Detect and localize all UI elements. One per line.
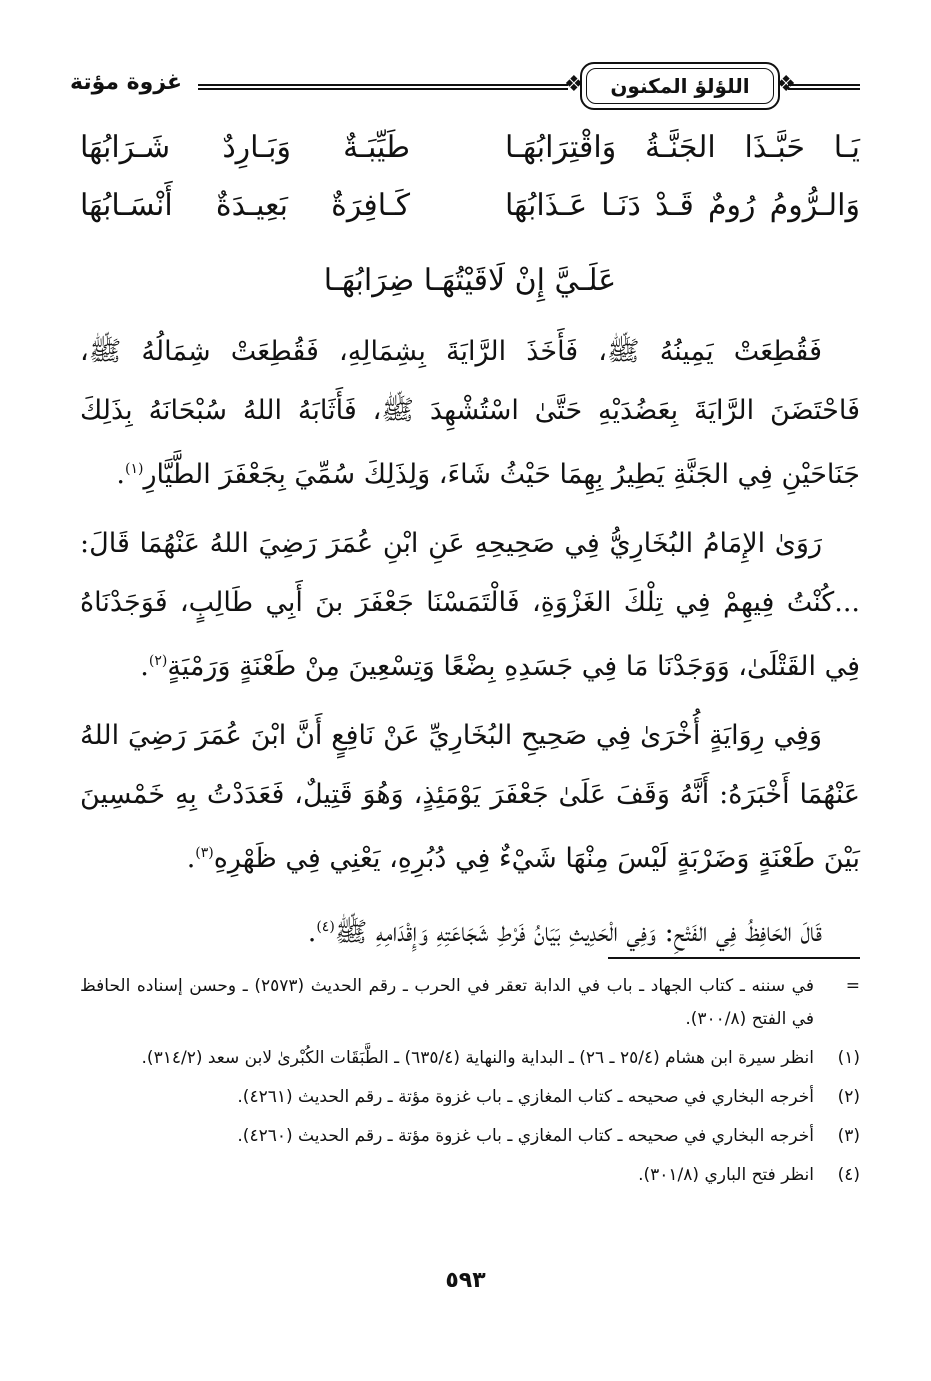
footnote-mark: (١) <box>837 1048 860 1068</box>
footnote-text: انظر سيرة ابن هشام (٢٥/٤ ـ ٢٦) ـ البداية والنهاية (٦٣٥/٤) ـ الطَّبَقَات الكُبْرىٰ لابن سعد (٣١٤/٢). <box>141 1048 814 1068</box>
footnote-mark: (٤) <box>837 1165 860 1185</box>
footnote-ref: (٣) <box>195 845 214 861</box>
paragraph-end: . <box>116 459 125 490</box>
footnote <box>80 1042 860 1075</box>
paragraph-end: . <box>186 843 196 874</box>
footnote-text: أخرجه البخاري في صحيحه ـ كتاب المغازي ـ باب غزوة مؤتة ـ رقم الحديث (٤٢٦٠). <box>237 1126 814 1146</box>
paragraph <box>80 322 860 504</box>
header-rule-left <box>198 84 568 90</box>
chapter-title: غزوة مؤتة <box>70 70 183 95</box>
paragraph-text: فَقُطِعَتْ يَمِينُهُ ﷺ، فَأَخَذَ الرَّايَةَ بِشِمَالِهِ، فَقُطِعَتْ شِمَالُهُ ﷺ، فَاحْتَضَنَ الرَّايَةَ بِعَضُدَيْهِ حَتَّىٰ اسْتُشْهِدَ ﷺ، فَأَثَابَهُ اللهُ سُبْحَانَهُ بِذَلِكَ جَنَاحَيْنِ فِي الجَنَّةِ يَطِيرُ بِهِمَا حَيْثُ شَاءَ، وَلِذَلِكَ سُمِّيَ بِجَعْفَرَ الطَّيَّارِ <box>80 336 860 490</box>
paragraph-text: قَالَ الحَافِظُ فِي الفَتْحِ: وَفِي الْحَدِيثِ بَيَانُ فَرْطِ شَجَاعَتِهِ وَإِقْدَامِهِ ﷺ <box>334 917 822 948</box>
paragraph-text: رَوَىٰ الإِمَامُ البُخَارِيُّ فِي صَحِيحِهِ عَنِ ابْنِ عُمَرَ رَضِيَ اللهُ عَنْهُمَا قَالَ: ...كُنْتُ فِيهِمْ فِي تِلْكَ الغَزْوَةِ، فَالْتَمَسْنَا جَعْفَرَ بنَ أَبِي طَالِبٍ، فَوَجَدْنَاهُ فِي القَتْلَىٰ، وَوَجَدْنَا مَا فِي جَسَدِهِ بِضْعًا وَتِسْعِينَ مِنْ طَعْنَةٍ وَرَمْيَةٍ <box>80 528 860 682</box>
paragraph <box>80 514 860 696</box>
poem-hemistich: يَـا حَبَّـذَا الجَنَّـةُ وَاقْتِرَابُهَـا <box>505 130 860 165</box>
footnote-mark: (٣) <box>837 1126 860 1146</box>
main-text <box>80 322 860 972</box>
poem-verse <box>80 188 860 246</box>
footnote-ref: (٤) <box>316 919 335 935</box>
paragraph <box>80 706 860 888</box>
footnote <box>80 1120 860 1153</box>
paragraph-end: . <box>140 651 149 682</box>
ornament-right-icon: ❖ <box>776 72 796 97</box>
page-number: ٥٩٣ <box>445 1268 486 1293</box>
footnotes <box>80 970 860 1198</box>
footnote <box>80 1159 860 1192</box>
footnote <box>80 1081 860 1114</box>
poem-hemistich: وَالـرُّومُ رُومٌ قَـدْ دَنَـا عَـذَابُهَا <box>505 188 860 223</box>
page-header <box>70 62 860 114</box>
ornament-left-icon: ❖ <box>564 72 584 97</box>
poem-verse-center: عَلَـيَّ إِنْ لَاقَيْتُهَـا ضِرَابُهَـا <box>323 263 617 298</box>
poem-hemistich: طَيِّبَـةٌ وَبَـارِدٌ شَـرَابُهَا <box>80 130 410 165</box>
header-rule-right <box>788 84 860 90</box>
paragraph-end: . <box>307 917 317 948</box>
footnote-ref: (٢) <box>148 653 168 669</box>
footnote-text: انظر فتح الباري (٣٠١/٨). <box>638 1165 814 1185</box>
footnote-text: أخرجه البخاري في صحيحه ـ كتاب المغازي ـ باب غزوة مؤتة ـ رقم الحديث (٤٢٦١). <box>237 1087 814 1107</box>
paragraph-text: وَفِي رِوَايَةٍ أُخْرَىٰ فِي صَحِيحِ البُخَارِيِّ عَنْ نَافِعٍ أَنَّ ابْنَ عُمَرَ رَضِيَ اللهُ عَنْهُمَا أَخْبَرَهُ: أَنَّهُ وَقَفَ عَلَىٰ جَعْفَرَ يَوْمَئِذٍ، وَهُوَ قَتِيلٌ، فَعَدَدْتُ بِهِ خَمْسِينَ بَيْنَ طَعْنَةٍ وَضَرْبَةٍ لَيْسَ مِنْهَا شَيْءٌ فِي دُبُرِهِ، يَعْنِي فِي ظَهْرِهِ <box>80 720 860 874</box>
footnote-text: في سننه ـ كتاب الجهاد ـ باب في الدابة تعقر في الحرب ـ رقم الحديث (٢٥٧٣) ـ وحسن إسناده الحافظ في الفتح (٣٠٠/٨). <box>80 976 814 1029</box>
paragraph <box>80 898 860 962</box>
footnote-mark: (٢) <box>837 1087 860 1107</box>
book-title: اللؤلؤ المكنون <box>610 74 750 98</box>
poem-hemistich: كَـافِرَةٌ بَعِيـدَةٌ أَنْسَـابُهَا <box>80 188 410 223</box>
poem-verse <box>80 130 860 188</box>
book-title-frame <box>564 62 796 110</box>
footnote-divider <box>608 957 860 959</box>
footnote-ref: (١) <box>124 461 144 477</box>
footnote <box>80 970 860 1036</box>
footnote-mark: = <box>845 976 860 996</box>
poem <box>80 130 860 316</box>
